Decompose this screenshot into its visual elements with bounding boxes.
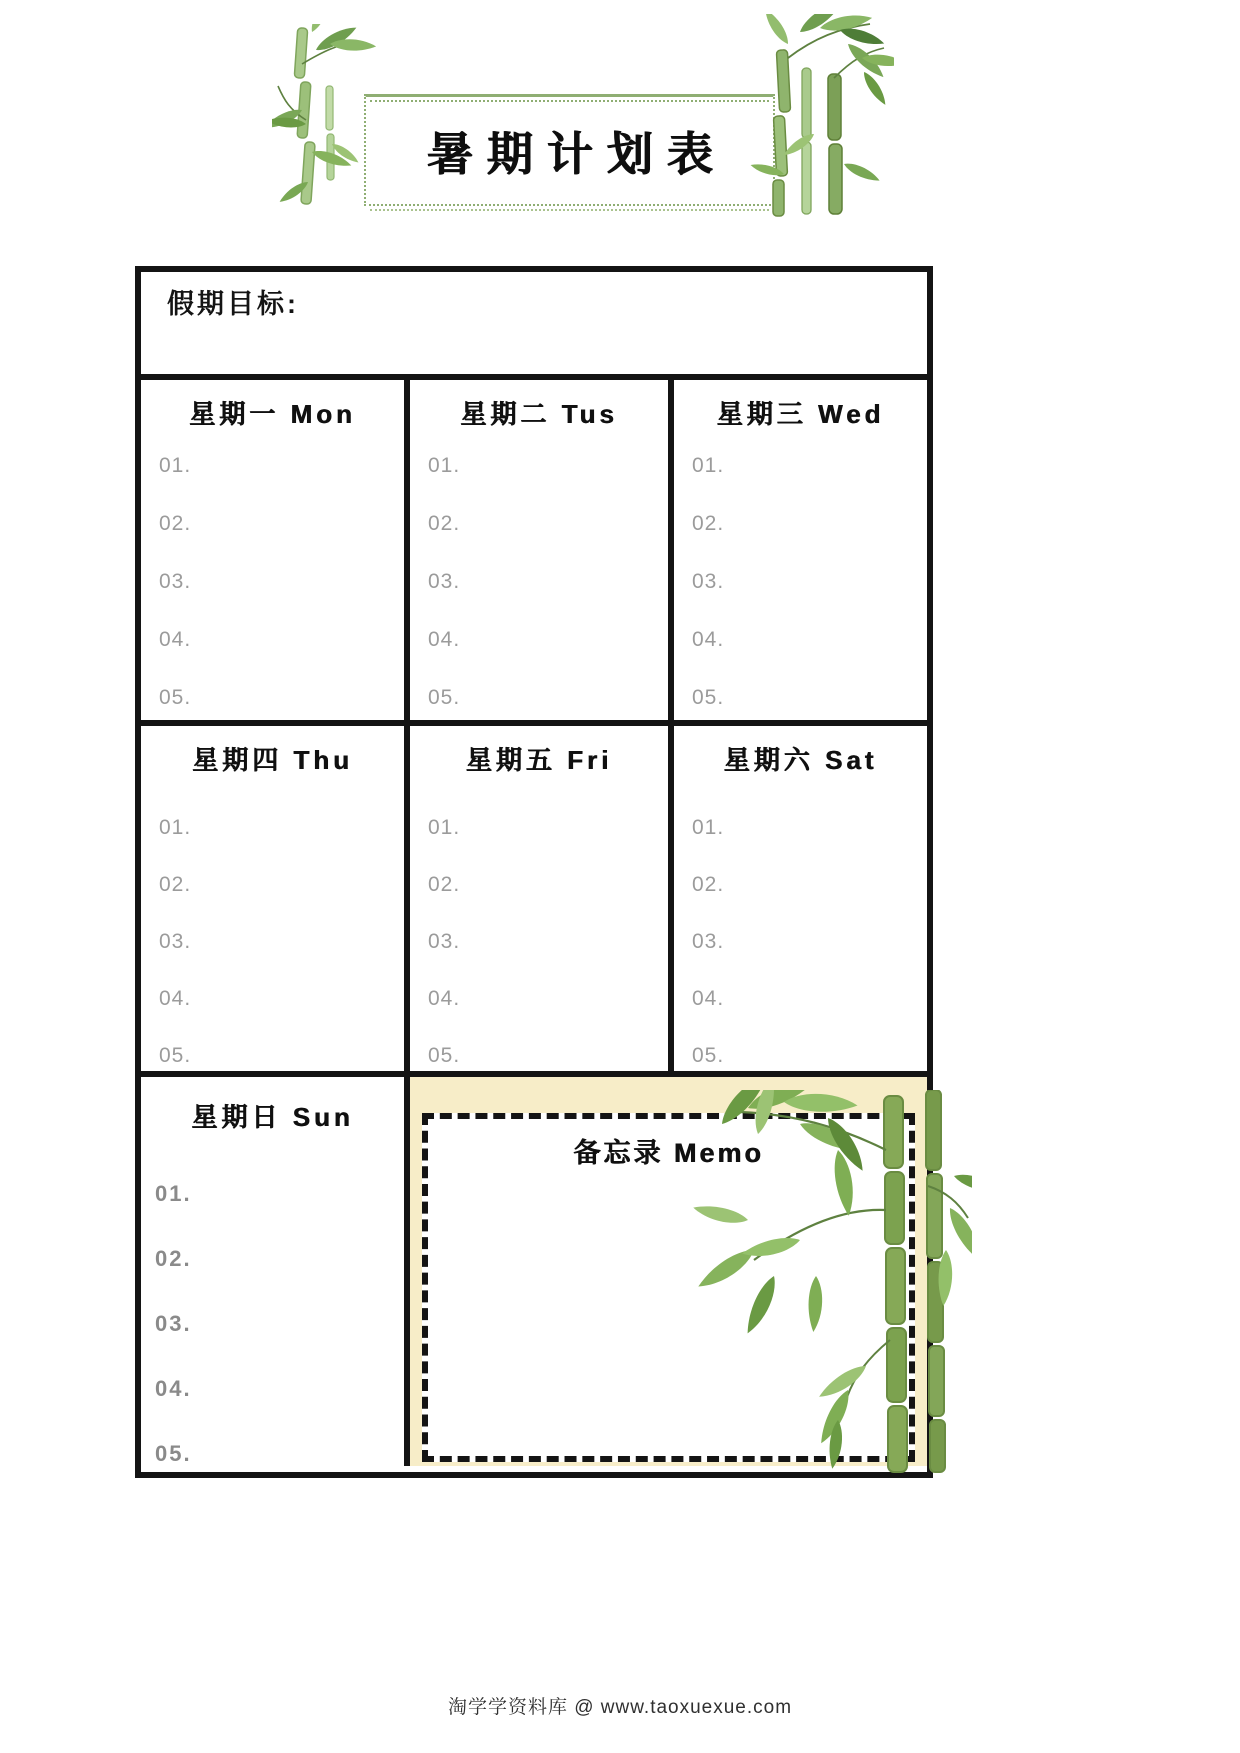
day-cell-fri: [410, 726, 674, 1077]
memo-title: 备忘录 Memo: [573, 1138, 764, 1168]
planner-line[interactable]: 05.: [155, 1441, 192, 1466]
planner-line[interactable]: 05.: [692, 1044, 725, 1067]
planner-line[interactable]: 02.: [159, 512, 192, 535]
planner-line[interactable]: 05.: [159, 1044, 192, 1067]
day-header-sun: 星期日 Sun: [191, 1102, 354, 1132]
day-lines: [428, 816, 668, 1101]
planner-line[interactable]: 02.: [692, 512, 725, 535]
planner-line[interactable]: 05.: [428, 1044, 461, 1067]
planner-line[interactable]: 03.: [428, 930, 461, 953]
title-box: [364, 94, 775, 206]
day-lines: [159, 454, 404, 744]
planner-line[interactable]: 05.: [159, 686, 192, 709]
planner-line[interactable]: 04.: [692, 987, 725, 1010]
planner-line[interactable]: 05.: [692, 686, 725, 709]
planner-line[interactable]: 02.: [159, 873, 192, 896]
holiday-goals-label: 假期目标:: [167, 289, 299, 319]
planner-line[interactable]: 03.: [159, 930, 192, 953]
planner-line[interactable]: 02.: [428, 512, 461, 535]
day-cell-sat: [674, 726, 927, 1077]
bamboo-icon: [272, 24, 376, 210]
planner-table: [135, 266, 933, 1478]
day-header-fri: 星期五 Fri: [465, 745, 613, 775]
planner-line[interactable]: 01.: [428, 816, 461, 839]
day-lines: [155, 1181, 404, 1506]
day-cell-tus: [410, 380, 674, 726]
day-cell-sun: [141, 1077, 410, 1466]
day-header-wed: 星期三 Wed: [716, 399, 885, 429]
memo-writing-area[interactable]: [422, 1113, 915, 1462]
planner-line[interactable]: 04.: [428, 628, 461, 651]
day-header-tus: 星期二 Tus: [460, 399, 618, 429]
day-header-mon: 星期一 Mon: [189, 399, 356, 429]
planner-line[interactable]: 01.: [159, 816, 192, 839]
planner-line[interactable]: 02.: [692, 873, 725, 896]
planner-line[interactable]: 03.: [159, 570, 192, 593]
planner-line[interactable]: 03.: [692, 930, 725, 953]
planner-line[interactable]: 01.: [159, 454, 192, 477]
day-header-sat: 星期六 Sat: [723, 745, 878, 775]
planner-line[interactable]: 05.: [428, 686, 461, 709]
page-title: 暑期计划表: [426, 127, 727, 180]
day-cell-wed: [674, 380, 927, 726]
day-cell-thu: [141, 726, 410, 1077]
holiday-goals-cell[interactable]: [141, 272, 927, 380]
planner-line[interactable]: 02.: [155, 1246, 192, 1271]
day-lines: [692, 454, 927, 744]
planner-line[interactable]: 03.: [692, 570, 725, 593]
planner-line[interactable]: 01.: [428, 454, 461, 477]
day-lines: [159, 816, 404, 1101]
planner-line[interactable]: 01.: [692, 816, 725, 839]
memo-cell: [410, 1077, 927, 1466]
planner-line[interactable]: 04.: [428, 987, 461, 1010]
planner-line[interactable]: 04.: [159, 987, 192, 1010]
planner-line[interactable]: 02.: [428, 873, 461, 896]
planner-line[interactable]: 01.: [692, 454, 725, 477]
planner-line[interactable]: 04.: [155, 1376, 192, 1401]
day-lines: [428, 454, 668, 744]
planner-line[interactable]: 01.: [155, 1181, 192, 1206]
day-lines: [692, 816, 927, 1101]
planner-line[interactable]: 04.: [159, 628, 192, 651]
planner-line[interactable]: 03.: [428, 570, 461, 593]
planner-line[interactable]: 03.: [155, 1311, 192, 1336]
planner-line[interactable]: 04.: [692, 628, 725, 651]
day-cell-mon: [141, 380, 410, 726]
footer-watermark: 淘学学资料库 @ www.taoxuexue.com: [447, 1697, 793, 1718]
day-header-thu: 星期四 Thu: [192, 745, 353, 775]
